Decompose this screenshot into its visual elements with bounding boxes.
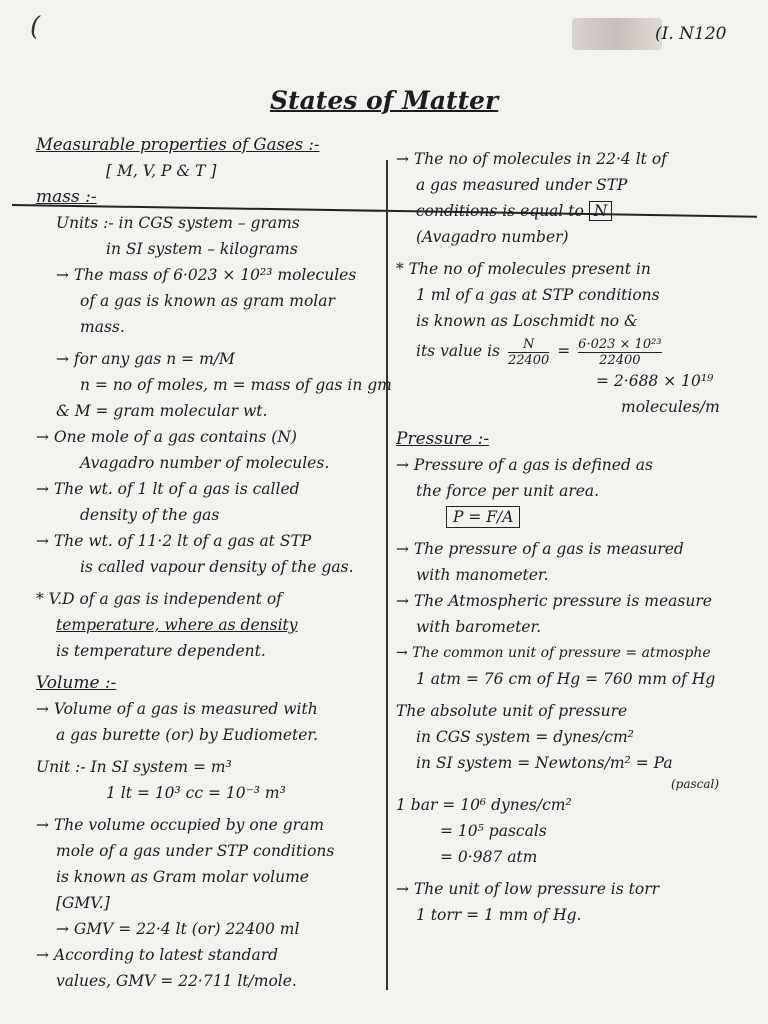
note-line: mass. (80, 318, 125, 336)
note-line: → The wt. of 1 lt of a gas is called (36, 480, 300, 498)
corner-mark: ( (30, 12, 41, 42)
note-line: conditions is equal to N (396, 198, 756, 224)
note-line: = 2·688 × 10¹⁹ (596, 372, 714, 390)
note-line: → The volume occupied by one gram (36, 816, 325, 834)
section-heading-pressure: Pressure :- (396, 429, 490, 449)
section-heading-volume: Volume :- (36, 673, 117, 693)
note-line: → Volume of a gas is measured with (36, 700, 318, 718)
fraction: $\frac{\text{6·023 × 10²³}}{22400}$ (578, 336, 662, 368)
right-column (396, 146, 756, 928)
loschmidt-line: its value is $\frac{N}{22400}$ = $\frac{\text{6·023 × 10²³}}{22400}$ (416, 336, 662, 368)
note-line: → The unit of low pressure is torr (396, 880, 660, 898)
note-line: → According to latest standard (36, 946, 279, 964)
left-column (36, 132, 392, 994)
note-line: in SI system – kilograms (106, 240, 298, 258)
note-line: values, GMV = 22·711 lt/mole. (56, 972, 297, 990)
note-line: → The mass of 6·023 × 10²³ molecules (56, 266, 357, 284)
note-line: → Pressure of a gas is defined as (396, 456, 654, 474)
note-line: & M = gram molecular wt. (56, 402, 268, 420)
fraction: $\frac{N}{22400}$ (507, 336, 550, 368)
note-line: 1 lt = 10³ cc = 10⁻³ m³ (106, 784, 286, 802)
note-line: Avagadro number of molecules. (80, 454, 330, 472)
note-line: n = no of moles, m = mass of gas in gm (80, 376, 392, 394)
note-line: 1 bar = 10⁶ dynes/cm² (396, 796, 572, 814)
note-line: Units :- in CGS system – grams (56, 214, 300, 232)
pressure-formula-box: P = F/A (446, 506, 520, 528)
note-line: → The wt. of 11·2 lt of a gas at STP (36, 532, 312, 550)
note-line: [ M, V, P & T ] (106, 162, 217, 180)
note-line: with manometer. (416, 566, 549, 584)
note-line: density of the gas (80, 506, 220, 524)
note-line: 1 torr = 1 mm of Hg. (416, 906, 582, 924)
avogadro-box: N (589, 201, 613, 221)
note-line: 1 atm = 76 cm of Hg = 760 mm of Hg (416, 670, 716, 688)
note-line: is known as Gram molar volume (56, 868, 309, 886)
note-line: → GMV = 22·4 lt (or) 22400 ml (56, 920, 300, 938)
note-line: * The no of molecules present in (396, 260, 651, 278)
note-line: 1 ml of a gas at STP conditions (416, 286, 660, 304)
note-line: → The pressure of a gas is measured (396, 540, 684, 558)
note-line: a gas measured under STP (416, 176, 628, 194)
note-line: (Avagadro number) (416, 228, 569, 246)
column-divider (386, 160, 388, 990)
note-line: = 10⁵ pascals (440, 822, 547, 840)
page-code: (I. N120 (655, 24, 727, 44)
page-title: States of Matter (270, 86, 499, 115)
note-line: with barometer. (416, 618, 542, 636)
note-line: molecules/m (621, 398, 720, 416)
note-line: temperature, where as density (56, 616, 298, 634)
formula-line (396, 504, 756, 530)
section-heading-mass: mass :- (36, 187, 97, 207)
note-line: in CGS system = dynes/cm² (416, 728, 634, 746)
note-line: a gas burette (or) by Eudiometer. (56, 726, 319, 744)
note-line: mole of a gas under STP conditions (56, 842, 335, 860)
redacted-smudge (572, 18, 662, 50)
note-line: → The common unit of pressure = atmosphe (396, 645, 711, 661)
note-line: the force per unit area. (416, 482, 600, 500)
note-line: Measurable properties of Gases :- (36, 135, 320, 154)
note-line: (pascal) (671, 777, 720, 791)
note-line: in SI system = Newtons/m² = Pa (416, 754, 673, 772)
note-line: is called vapour density of the gas. (80, 558, 354, 576)
note-line: is temperature dependent. (56, 642, 266, 660)
note-line: → The Atmospheric pressure is measure (396, 592, 712, 610)
note-line: * V.D of a gas is independent of (36, 590, 282, 608)
note-line: is known as Loschmidt no & (416, 312, 638, 330)
note-line: of a gas is known as gram molar (80, 292, 335, 310)
note-line: Unit :- In SI system = m³ (36, 758, 232, 776)
note-line: → The no of molecules in 22·4 lt of (396, 150, 667, 168)
note-line: → One mole of a gas contains (N) (36, 428, 297, 446)
note-line: = 0·987 atm (440, 848, 538, 866)
note-line: [GMV.] (56, 894, 110, 912)
note-line: → for any gas n = m/M (56, 350, 235, 368)
note-line: The absolute unit of pressure (396, 702, 628, 720)
